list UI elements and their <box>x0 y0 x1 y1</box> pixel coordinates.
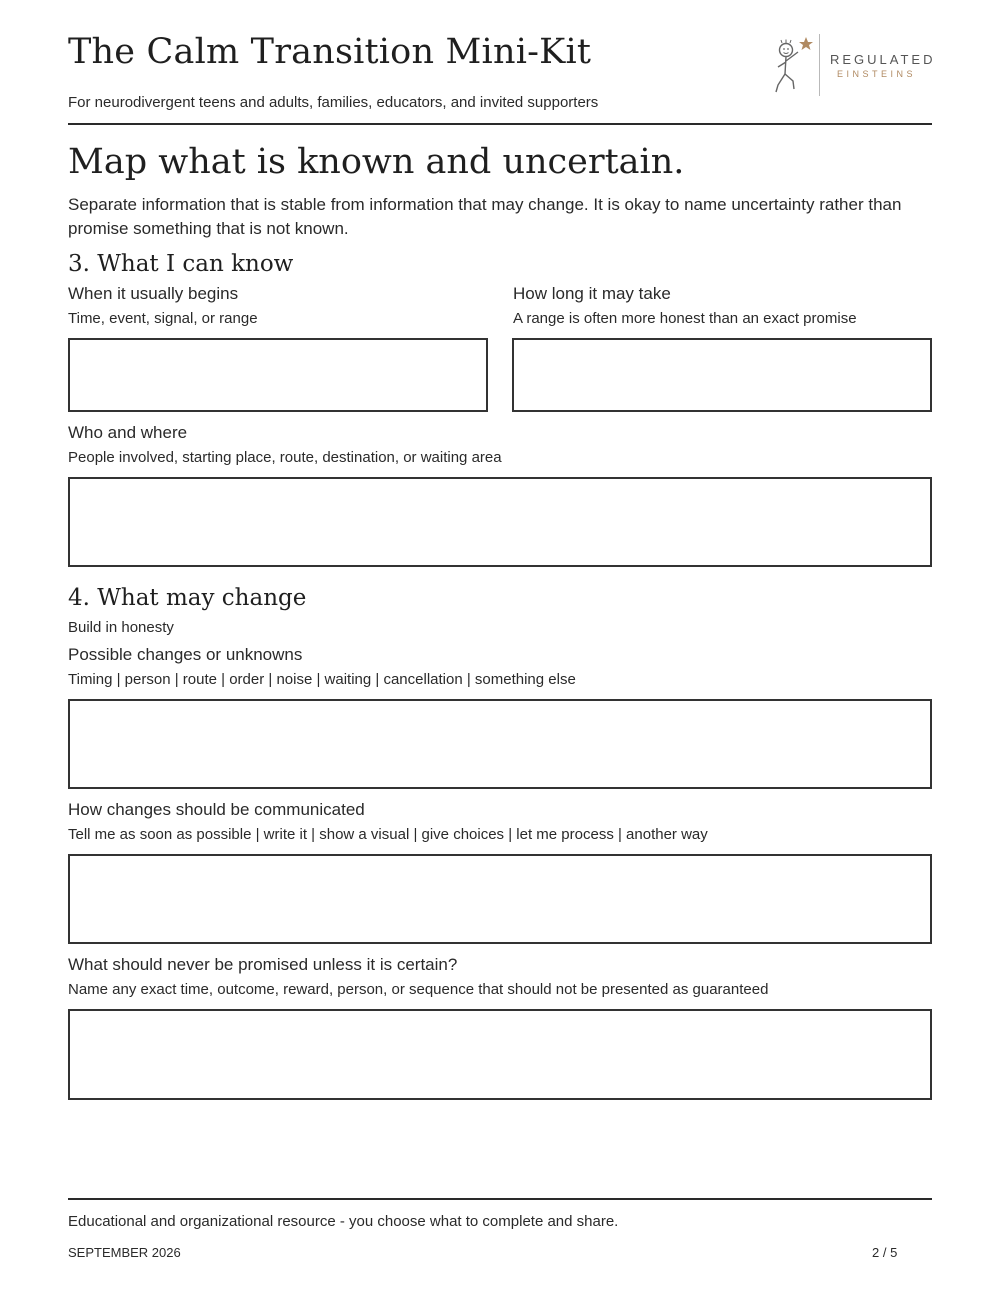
logo-wordmark-top: REGULATED <box>830 52 936 67</box>
section-heading-what-may-change: 4. What may change <box>68 585 307 611</box>
field-label-communication: How changes should be communicated <box>68 800 365 819</box>
field-hint-communication: Tell me as soon as possible | write it | show a visual | give choices | let me process | another way <box>68 826 708 843</box>
field-hint-never-promised: Name any exact time, outcome, reward, person, or sequence that should not be presented as guaranteed <box>68 981 769 998</box>
field-hint-possible-changes: Timing | person | route | order | noise | waiting | cancellation | something else <box>68 671 576 688</box>
stick-figure-reaching-star-icon <box>770 34 818 98</box>
never-promised-input[interactable] <box>68 1009 932 1100</box>
footer-date: SEPTEMBER 2026 <box>68 1245 181 1260</box>
when-it-begins-input[interactable] <box>68 338 488 412</box>
document-subtitle: For neurodivergent teens and adults, families, educators, and invited supporters <box>68 94 599 111</box>
field-label-who-and-where: Who and where <box>68 423 188 442</box>
possible-changes-input[interactable] <box>68 699 932 789</box>
communication-input[interactable] <box>68 854 932 944</box>
footer-note: Educational and organizational resource - you choose what to complete and share. <box>68 1213 619 1230</box>
intro-text: Separate information that is stable from information that may change. It is okay to name uncertainty rather than promise something that is not known. <box>68 195 902 238</box>
logo-wordmark-bottom: EINSTEINS <box>837 69 917 79</box>
document-title: The Calm Transition Mini-Kit <box>68 32 592 72</box>
page-heading: Map what is known and uncertain. <box>68 142 685 182</box>
field-hint-who-and-where: People involved, starting place, route, destination, or waiting area <box>68 449 502 466</box>
logo-divider <box>819 34 820 96</box>
section-heading-what-i-can-know: 3. What I can know <box>68 251 294 277</box>
footer-divider <box>68 1198 932 1200</box>
field-label-how-long: How long it may take <box>513 284 671 303</box>
field-label-when-it-begins: When it usually begins <box>68 284 239 303</box>
header-divider <box>68 123 932 125</box>
field-label-possible-changes: Possible changes or unknowns <box>68 645 303 664</box>
field-hint-how-long: A range is often more honest than an exact promise <box>513 310 857 327</box>
field-label-never-promised: What should never be promised unless it is certain? <box>68 955 458 974</box>
field-hint-when-it-begins: Time, event, signal, or range <box>68 310 258 327</box>
section-note: Build in honesty <box>68 619 174 636</box>
page-number: 2 / 5 <box>872 1245 898 1260</box>
how-long-input[interactable] <box>512 338 932 412</box>
who-and-where-input[interactable] <box>68 477 932 567</box>
